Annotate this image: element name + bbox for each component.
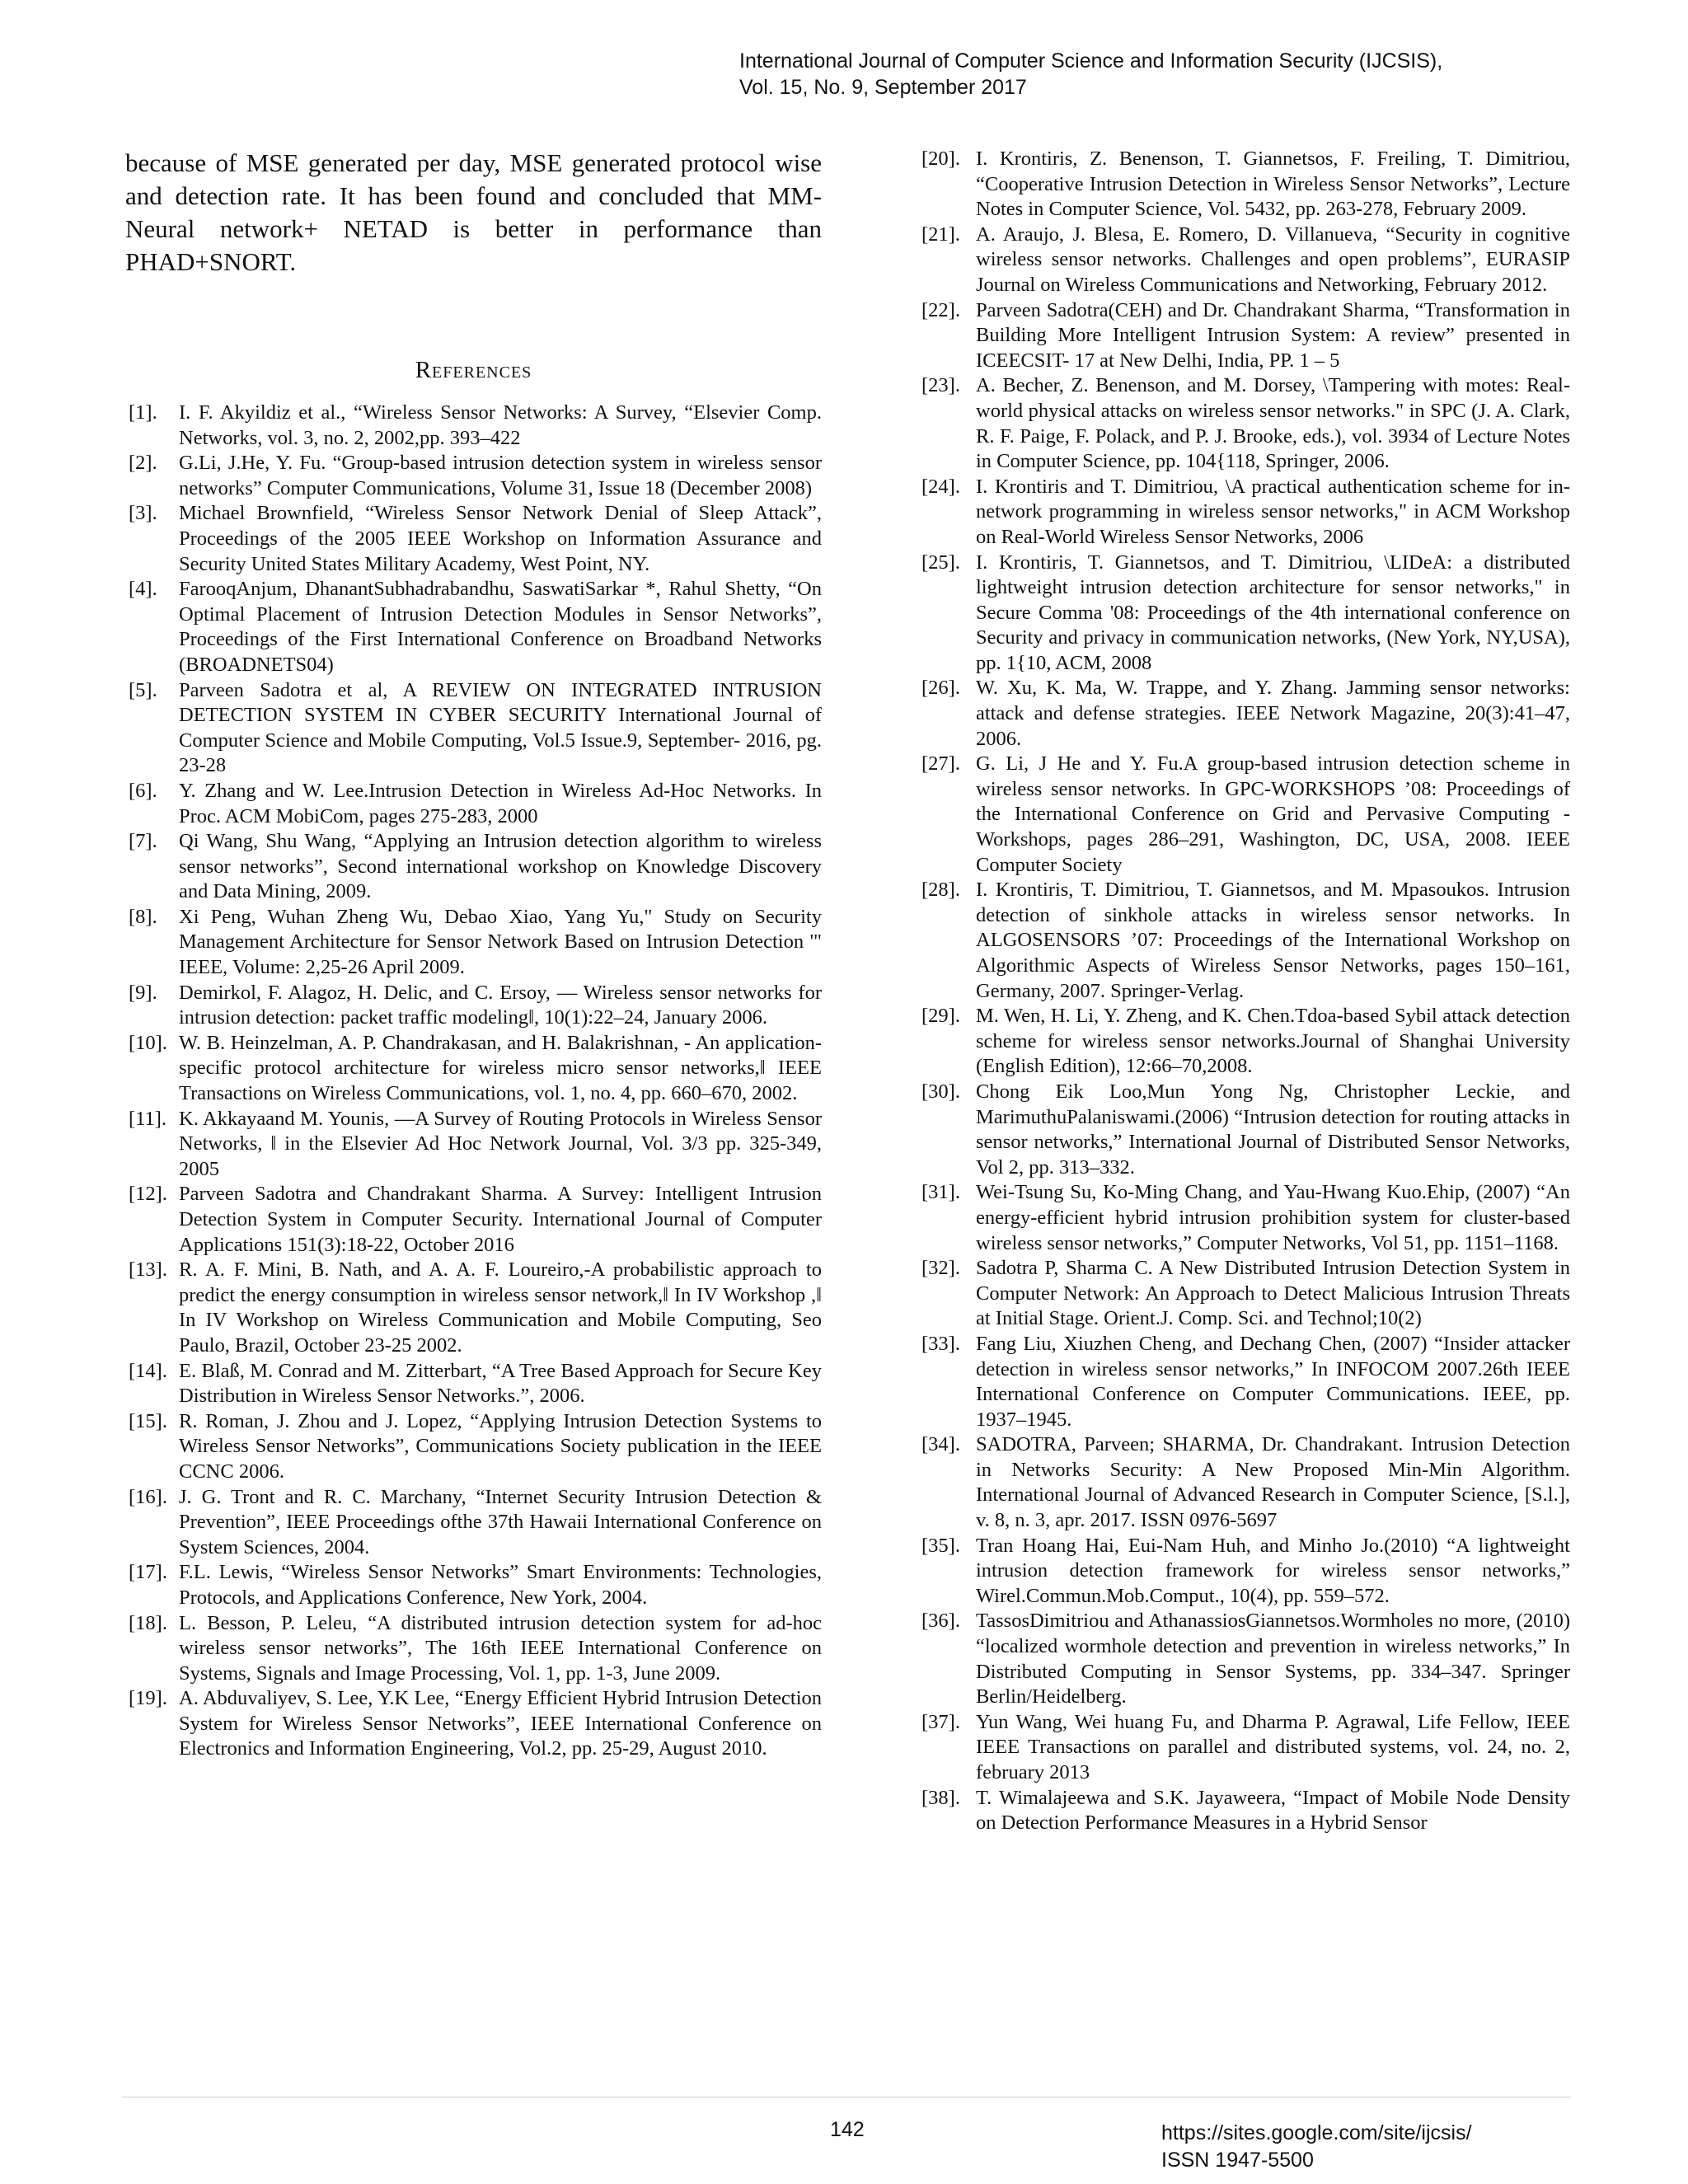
reference-text: Michael Brownfield, “Wireless Sensor Network Denial of Sleep Attack”, Proceedings of the 2005 IEEE Workshop on Information Assurance and Security United States Military Academy, West Point, NY.: [179, 502, 822, 575]
reference-number: [21].: [921, 223, 960, 246]
reference-item: [125, 678, 822, 779]
reference-item: [921, 676, 1570, 752]
reference-item: [921, 1256, 1570, 1332]
footer-info: [1161, 2120, 1472, 2174]
reference-number: [5].: [129, 678, 157, 701]
journal-url[interactable]: https://sites.google.com/site/ijcsis/: [1161, 2121, 1472, 2144]
reference-text: I. F. Akyildiz et al., “Wireless Sensor Networks: A Survey, “Elsevier Comp. Networks, vol. 3, no. 2, 2002,pp. 393–422: [179, 401, 822, 449]
journal-header-line1: International Journal of Computer Science and Information Security (IJCSIS),: [739, 49, 1443, 73]
reference-text: A. Abduvaliyev, S. Lee, Y.K Lee, “Energy Efficient Hybrid Intrusion Detection System for Wireless Sensor Networks”, IEEE International Conference on Electronics and Information Engineering, Vol.2, pp. 25-29, August 2010.: [179, 1687, 822, 1760]
reference-item: [125, 577, 822, 677]
reference-item: [125, 401, 822, 451]
reference-item: [125, 1485, 822, 1561]
reference-number: [6].: [129, 779, 157, 802]
journal-header-line2: Vol. 15, No. 9, September 2017: [739, 76, 1027, 99]
reference-number: [15].: [129, 1409, 167, 1432]
reference-text: F.L. Lewis, “Wireless Sensor Networks” Smart Environments: Technologies, Protocols, and Applications Conference, New York, 2004.: [179, 1561, 822, 1609]
reference-number: [22].: [921, 298, 960, 321]
reference-number: [27].: [921, 752, 960, 776]
reference-item: [125, 829, 822, 905]
reference-number: [16].: [129, 1485, 167, 1508]
reference-number: [34].: [921, 1433, 960, 1456]
reference-item: [921, 752, 1570, 878]
left-column: [125, 147, 822, 1762]
reference-item: [125, 1031, 822, 1107]
reference-item: [921, 1432, 1570, 1533]
references-list-left: [125, 401, 822, 1762]
reference-number: [12].: [129, 1183, 167, 1206]
reference-text: SADOTRA, Parveen; SHARMA, Dr. Chandrakant. Intrusion Detection in Networks Security: A New Proposed Min-Min Algorithm. International Journal of Advanced Research in Computer Science, [S.l.], v. 8, n. 3, apr. 2017. ISSN 0976-5697: [976, 1433, 1570, 1532]
reference-text: R. A. F. Mini, B. Nath, and A. A. F. Loureiro,-A probabilistic approach to predict the energy consumption in wireless sensor network,‖ In IV Workshop ,‖ In IV Workshop on Wireless Communication and Mobile Computing, Seo Paulo, Brazil, October 23-25 2002.: [179, 1258, 822, 1357]
reference-number: [26].: [921, 677, 960, 700]
reference-text: Y. Zhang and W. Lee.Intrusion Detection in Wireless Ad-Hoc Networks. In Proc. ACM MobiCom, pages 275-283, 2000: [179, 779, 822, 827]
reference-number: [7].: [129, 830, 157, 853]
reference-text: I. Krontiris, Z. Benenson, T. Giannetsos, F. Freiling, T. Dimitriou, “Cooperative Intrusion Detection in Wireless Sensor Networks”, Lecture Notes in Computer Science, Vol. 5432, pp. 263-278, February 2009.: [976, 148, 1570, 221]
right-column: [921, 147, 1570, 1836]
reference-text: Tran Hoang Hai, Eui-Nam Huh, and Minho Jo.(2010) “A lightweight intrusion detection framework for wireless sensor networks,” Wirel.Commun.Mob.Comput., 10(4), pp. 559–572.: [976, 1534, 1570, 1607]
reference-item: [921, 223, 1570, 298]
reference-number: [1].: [129, 401, 157, 424]
reference-number: [3].: [129, 502, 157, 525]
reference-number: [32].: [921, 1257, 960, 1280]
reference-text: I. Krontiris and T. Dimitriou, \A practical authentication scheme for in-network programming in wireless sensor networks," in ACM Workshop on Real-World Wireless Sensor Networks, 2006: [976, 475, 1570, 548]
references-list-right: [921, 147, 1570, 1836]
reference-number: [38].: [921, 1786, 960, 1809]
reference-text: Wei-Tsung Su, Ko-Ming Chang, and Yau-Hwang Kuo.Ehip, (2007) “An energy-efficient hybrid intrusion prohibition system for cluster-based wireless sensor networks,” Computer Networks, Vol 51, pp. 1151–1168.: [976, 1181, 1570, 1254]
reference-text: A. Araujo, J. Blesa, E. Romero, D. Villanueva, “Security in cognitive wireless sensor networks. Challenges and open problems”, EURASIP Journal on Wireless Communications and Networking, February 2012.: [976, 223, 1570, 296]
reference-text: Parveen Sadotra and Chandrakant Sharma. A Survey: Intelligent Intrusion Detection System in Computer Security. International Journal of Computer Applications 151(3):18-22, October 2016: [179, 1183, 822, 1256]
reference-item: [921, 1080, 1570, 1180]
reference-item: [921, 878, 1570, 1004]
reference-text: T. Wimalajeewa and S.K. Jayaweera, “Impact of Mobile Node Density on Detection Performance Measures in a Hybrid Sensor: [976, 1786, 1570, 1835]
reference-item: [921, 1332, 1570, 1432]
reference-item: [125, 1182, 822, 1258]
reference-number: [19].: [129, 1687, 167, 1710]
reference-text: FarooqAnjum, DhanantSubhadrabandhu, SaswatiSarkar *, Rahul Shetty, “On Optimal Placement of Intrusion Detection Modules in Sensor Networks”, Proceedings of the First International Conference on Broadband Networks (BROADNETS04): [179, 578, 822, 676]
reference-item: [921, 373, 1570, 474]
reference-number: [23].: [921, 374, 960, 397]
reference-number: [13].: [129, 1258, 167, 1282]
reference-item: [125, 905, 822, 981]
reference-item: [921, 1786, 1570, 1836]
reference-text: A. Becher, Z. Benenson, and M. Dorsey, \Tampering with motes: Real-world physical attacks on wireless sensor networks." in SPC (J. A. Clark, R. F. Paige, F. Polack, and P. J. Brooke, eds.), vol. 3934 of Lecture Notes in Computer Science, pp. 104{118, Springer, 2006.: [976, 374, 1570, 473]
reference-text: R. Roman, J. Zhou and J. Lopez, “Applying Intrusion Detection Systems to Wireless Sensor Networks”, Communications Society publication in the IEEE CCNC 2006.: [179, 1409, 822, 1483]
journal-issn: ISSN 1947-5500: [1161, 2149, 1314, 2172]
reference-number: [30].: [921, 1080, 960, 1103]
reference-item: [125, 1611, 822, 1687]
reference-text: K. Akkayaand M. Younis, ―A Survey of Routing Protocols in Wireless Sensor Networks, ‖ in the Elsevier Ad Hoc Network Journal, Vol. 3/3 pp. 325-349, 2005: [179, 1107, 822, 1180]
reference-number: [28].: [921, 879, 960, 902]
reference-text: Demirkol, F. Alagoz, H. Delic, and C. Ersoy, ― Wireless sensor networks for intrusion detection: packet traffic modeling‖, 10(1):22–24, January 2006.: [179, 981, 822, 1029]
journal-header: [739, 48, 1605, 101]
reference-item: [921, 1004, 1570, 1080]
reference-text: Parveen Sadotra et al, A REVIEW ON INTEGRATED INTRUSION DETECTION SYSTEM IN CYBER SECURITY International Journal of Computer Science and Mobile Computing, Vol.5 Issue.9, September- 2016, pg. 23-28: [179, 678, 822, 777]
reference-item: [125, 501, 822, 577]
reference-text: Yun Wang, Wei huang Fu, and Dharma P. Agrawal, Life Fellow, IEEE IEEE Transactions on parallel and distributed systems, vol. 24, no. 2, february 2013: [976, 1710, 1570, 1783]
reference-item: [921, 147, 1570, 223]
reference-number: [4].: [129, 578, 157, 601]
reference-number: [8].: [129, 905, 157, 928]
reference-item: [921, 475, 1570, 551]
reference-item: [921, 1180, 1570, 1256]
reference-item: [921, 1710, 1570, 1786]
references-heading: References: [415, 357, 532, 383]
reference-number: [25].: [921, 551, 960, 574]
reference-text: W. Xu, K. Ma, W. Trappe, and Y. Zhang. Jamming sensor networks: attack and defense strategies. IEEE Network Magazine, 20(3):41–47, 2006.: [976, 677, 1570, 750]
reference-number: [37].: [921, 1710, 960, 1733]
page-number: 142: [830, 2118, 865, 2141]
reference-number: [29].: [921, 1005, 960, 1028]
reference-number: [17].: [129, 1561, 167, 1584]
reference-number: [9].: [129, 981, 157, 1004]
reference-item: [921, 1534, 1570, 1610]
reference-number: [10].: [129, 1031, 167, 1054]
reference-text: G.Li, J.He, Y. Fu. “Group-based intrusion detection system in wireless sensor networks” Computer Communications, Volume 31, Issue 18 (December 2008): [179, 452, 822, 499]
reference-item: [125, 1686, 822, 1762]
reference-text: Fang Liu, Xiuzhen Cheng, and Dechang Chen, (2007) “Insider attacker detection in wireless sensor networks,” In INFOCOM 2007.26th IEEE International Conference on Computer Communications. IEEE, pp. 1937–1945.: [976, 1332, 1570, 1431]
reference-text: E. Blaß, M. Conrad and M. Zitterbart, “A Tree Based Approach for Secure Key Distribution in Wireless Sensor Networks.”, 2006.: [179, 1359, 822, 1408]
reference-item: [125, 981, 822, 1031]
reference-item: [921, 551, 1570, 677]
reference-text: TassosDimitriou and AthanassiosGiannetsos.Wormholes no more, (2010) “localized wormhole detection and prevention in wireless networks,” In Distributed Computing in Sensor Systems, pp. 334–347. Springer Berlin/Heidelberg.: [976, 1610, 1570, 1708]
reference-text: J. G. Tront and R. C. Marchany, “Internet Security Intrusion Detection & Prevention”, IEEE Proceedings ofthe 37th Hawaii International Conference on System Sciences, 2004.: [179, 1485, 822, 1558]
reference-text: Parveen Sadotra(CEH) and Dr. Chandrakant Sharma, “Transformation in Building More Intelligent Intrusion System: A review” presented in ICEECSIT- 17 at New Delhi, India, PP. 1 – 5: [976, 298, 1570, 372]
reference-item: [125, 451, 822, 501]
reference-item: [125, 1107, 822, 1183]
reference-number: [11].: [129, 1107, 167, 1130]
reference-number: [33].: [921, 1332, 960, 1355]
reference-text: Xi Peng, Wuhan Zheng Wu, Debao Xiao, Yang Yu," Study on Security Management Architecture for Sensor Network Based on Intrusion Detection '" IEEE, Volume: 2,25-26 April 2009.: [179, 905, 822, 979]
reference-text: G. Li, J He and Y. Fu.A group-based intrusion detection scheme in wireless sensor networks. In GPC-WORKSHOPS ’08: Proceedings of the International Conference on Grid and Pervasive Computing - Workshops, pages 286–291, Washington, DC, USA, 2008. IEEE Computer Society: [976, 752, 1570, 876]
reference-text: Chong Eik Loo,Mun Yong Ng, Christopher Leckie, and MarimuthuPalaniswami.(2006) “Intrusion detection for routing attacks in sensor networks,” International Journal of Distributed Sensor Networks, Vol 2, pp. 313–332.: [976, 1080, 1570, 1179]
reference-item: [921, 1609, 1570, 1709]
reference-item: [125, 1409, 822, 1485]
reference-number: [24].: [921, 475, 960, 498]
reference-text: M. Wen, H. Li, Y. Zheng, and K. Chen.Tdoa-based Sybil attack detection scheme for wireless sensor networks.Journal of Shanghai University (English Edition), 12:66–70,2008.: [976, 1005, 1570, 1078]
reference-text: I. Krontiris, T. Dimitriou, T. Giannetsos, and M. Mpasoukos. Intrusion detection of sinkhole attacks in wireless sensor networks. In ALGOSENSORS ’07: Proceedings of the International Workshop on Algorithmic Aspects of Wireless Sensor Networks, pages 150–161, Germany, 2007. Springer-Verlag.: [976, 879, 1570, 1002]
reference-number: [2].: [129, 452, 157, 475]
reference-number: [36].: [921, 1610, 960, 1633]
reference-number: [31].: [921, 1181, 960, 1204]
reference-item: [125, 779, 822, 829]
conclusion-paragraph: because of MSE generated per day, MSE generated protocol wise and detection rate. It has been found and concluded that MM-Neural network+ NETAD is better in performance than PHAD+SNORT.: [125, 148, 822, 276]
reference-item: [125, 1560, 822, 1610]
reference-number: [18].: [129, 1611, 167, 1634]
reference-item: [921, 298, 1570, 374]
reference-text: Qi Wang, Shu Wang, “Applying an Intrusion detection algorithm to wireless sensor networks”, Second international workshop on Knowledge Discovery and Data Mining, 2009.: [179, 830, 822, 903]
reference-item: [125, 1258, 822, 1358]
reference-text: Sadotra P, Sharma C. A New Distributed Intrusion Detection System in Computer Network: An Approach to Detect Malicious Intrusion Threats at Initial Stage. Orient.J. Comp. Sci. and Technol;10(2): [976, 1257, 1570, 1330]
reference-text: L. Besson, P. Leleu, “A distributed intrusion detection system for ad-hoc wireless sensor networks”, The 16th IEEE International Conference on Systems, Signals and Image Processing, Vol. 1, pp. 1-3, June 2009.: [179, 1611, 822, 1685]
reference-item: [125, 1359, 822, 1409]
reference-number: [14].: [129, 1359, 167, 1382]
reference-text: I. Krontiris, T. Giannetsos, and T. Dimitriou, \LIDeA: a distributed lightweight intrusion detection architecture for sensor networks," in Secure Comma '08: Proceedings of the 4th international conference on Security and privacy in communication networks, (New York, NY,USA), pp. 1{10, ACM, 2008: [976, 551, 1570, 674]
reference-number: [20].: [921, 148, 960, 170]
reference-number: [35].: [921, 1534, 960, 1557]
reference-text: W. B. Heinzelman, A. P. Chandrakasan, and H. Balakrishnan, - An application-specific protocol architecture for wireless micro sensor networks,‖ IEEE Transactions on Wireless Communications, vol. 1, no. 4, pp. 660–670, 2002.: [179, 1031, 822, 1105]
